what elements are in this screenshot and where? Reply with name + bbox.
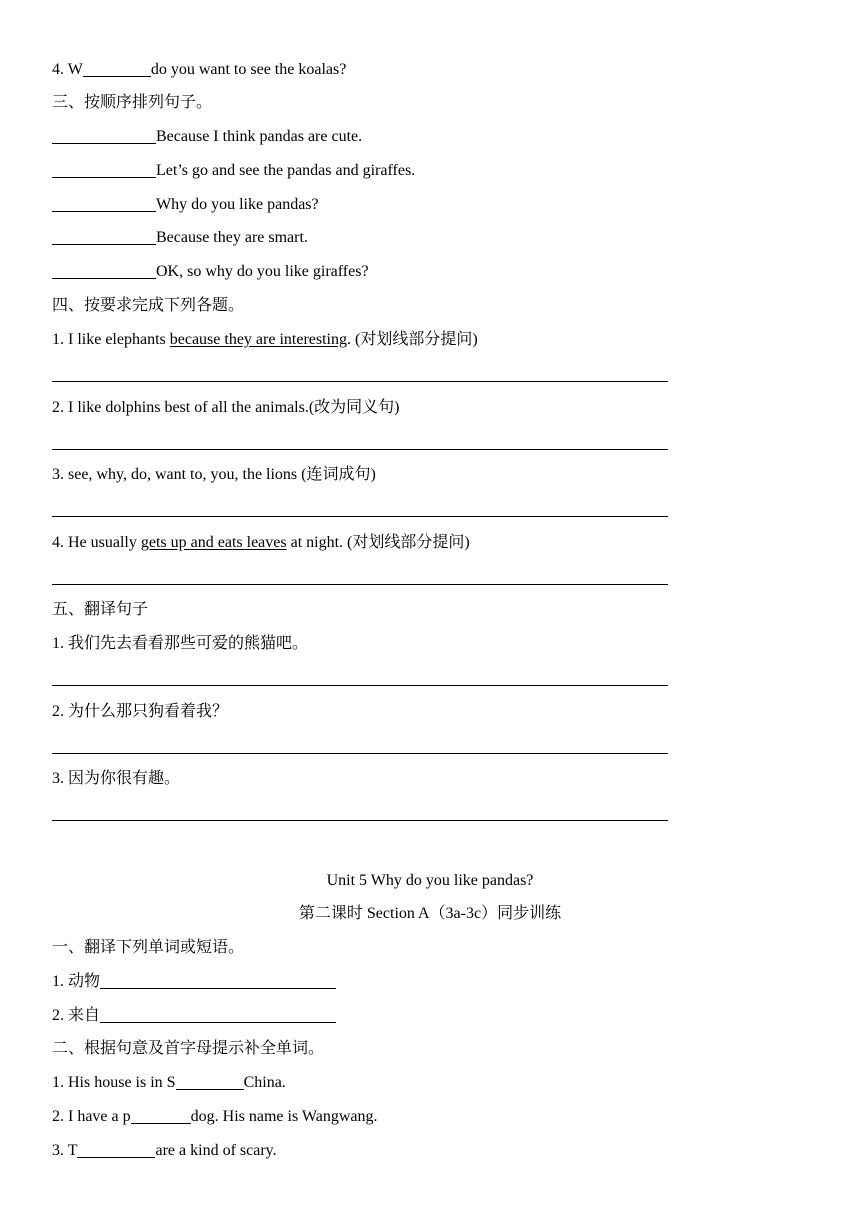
task-item-4 bbox=[52, 532, 470, 554]
translate-item-2 bbox=[52, 701, 228, 723]
order-sentence: Let’s go and see the pandas and giraffes. bbox=[156, 162, 416, 179]
order-item-4 bbox=[52, 227, 308, 249]
lesson-subtitle: 第二课时 Section A（3a-3c）同步训练 bbox=[298, 905, 562, 922]
item-number: 2. bbox=[52, 703, 64, 720]
order-item-1 bbox=[52, 126, 362, 148]
lesson-section-heading-2: 二、根据句意及首字母提示补全单词。 bbox=[52, 1040, 325, 1057]
task-item-3 bbox=[52, 464, 376, 486]
item-number: 3. bbox=[52, 770, 64, 787]
order-sentence: Because they are smart. bbox=[156, 229, 308, 246]
order-item-5 bbox=[52, 261, 369, 283]
item-number: 4. bbox=[52, 61, 64, 78]
item-text: 动物 bbox=[68, 973, 101, 990]
fill-item-4 bbox=[52, 59, 346, 81]
answer-blank[interactable] bbox=[100, 972, 336, 989]
item-prefix: W bbox=[67, 61, 83, 78]
answer-line[interactable] bbox=[52, 516, 668, 517]
order-item-2 bbox=[52, 160, 415, 182]
answer-blank[interactable] bbox=[131, 1107, 191, 1124]
task-item-2 bbox=[52, 397, 400, 419]
order-blank[interactable] bbox=[52, 195, 156, 212]
item-number: 1. bbox=[52, 331, 64, 348]
answer-line[interactable] bbox=[52, 820, 668, 821]
word-item-2 bbox=[52, 1106, 377, 1128]
item-text: 3. T bbox=[52, 1142, 78, 1159]
order-sentence: OK, so why do you like giraffes? bbox=[156, 263, 369, 280]
item-number: 4. bbox=[52, 534, 64, 551]
answer-line[interactable] bbox=[52, 449, 668, 450]
order-sentence: Why do you like pandas? bbox=[156, 196, 319, 213]
item-number: 1. bbox=[52, 635, 64, 652]
item-text: 来自 bbox=[68, 1007, 101, 1024]
order-item-3 bbox=[52, 194, 319, 216]
item-text: 为什么那只狗看着我？ bbox=[68, 703, 229, 720]
unit-title: Unit 5 Why do you like pandas? bbox=[326, 872, 534, 889]
order-blank[interactable] bbox=[52, 161, 156, 178]
vocab-item-2 bbox=[52, 1005, 336, 1027]
task-item-1 bbox=[52, 329, 478, 351]
answer-blank[interactable] bbox=[83, 60, 151, 77]
item-text: are a kind of scary. bbox=[155, 1142, 277, 1159]
word-item-3 bbox=[52, 1140, 277, 1162]
answer-line[interactable] bbox=[52, 381, 668, 382]
item-number: 2. bbox=[52, 1007, 64, 1024]
item-text: 我们先去看看那些可爱的熊猫吧。 bbox=[68, 635, 309, 652]
translate-item-1 bbox=[52, 633, 308, 655]
item-text: do you want to see the koalas? bbox=[150, 61, 347, 78]
item-text: 1. His house is in S bbox=[52, 1074, 176, 1091]
lesson-section-heading-1: 一、翻译下列单词或短语。 bbox=[52, 939, 245, 956]
word-item-1 bbox=[52, 1072, 286, 1094]
item-text: 2. I have a p bbox=[52, 1108, 131, 1125]
order-blank[interactable] bbox=[52, 262, 156, 279]
item-text: . (对划线部分提问) bbox=[347, 331, 478, 348]
underlined-phrase: because they are interesting bbox=[169, 331, 347, 348]
section-heading-5: 五、翻译句子 bbox=[52, 601, 149, 618]
item-number: 2. bbox=[52, 399, 64, 416]
item-text: at night. (对划线部分提问) bbox=[286, 534, 470, 551]
section-heading-3: 三、按顺序排列句子。 bbox=[52, 94, 213, 111]
answer-blank[interactable] bbox=[77, 1141, 155, 1158]
item-text: China. bbox=[243, 1074, 286, 1091]
item-text: see, why, do, want to, you, the lions (连词成句) bbox=[68, 466, 376, 483]
item-text: I like dolphins best of all the animals.(改为同义句) bbox=[68, 399, 400, 416]
answer-line[interactable] bbox=[52, 584, 668, 585]
order-blank[interactable] bbox=[52, 127, 156, 144]
order-sentence: Because I think pandas are cute. bbox=[156, 128, 363, 145]
item-text: 因为你很有趣。 bbox=[68, 770, 181, 787]
answer-blank[interactable] bbox=[100, 1006, 336, 1023]
answer-line[interactable] bbox=[52, 685, 668, 686]
underlined-phrase: gets up and eats leaves bbox=[140, 534, 287, 551]
item-text: He usually bbox=[68, 534, 141, 551]
translate-item-3 bbox=[52, 768, 180, 790]
item-text: dog. His name is Wangwang. bbox=[190, 1108, 378, 1125]
answer-blank[interactable] bbox=[176, 1073, 244, 1090]
item-text: I like elephants bbox=[68, 331, 170, 348]
item-number: 3. bbox=[52, 466, 64, 483]
answer-line[interactable] bbox=[52, 753, 668, 754]
order-blank[interactable] bbox=[52, 228, 156, 245]
item-number: 1. bbox=[52, 973, 64, 990]
vocab-item-1 bbox=[52, 971, 336, 993]
section-heading-4: 四、按要求完成下列各题。 bbox=[52, 297, 245, 314]
